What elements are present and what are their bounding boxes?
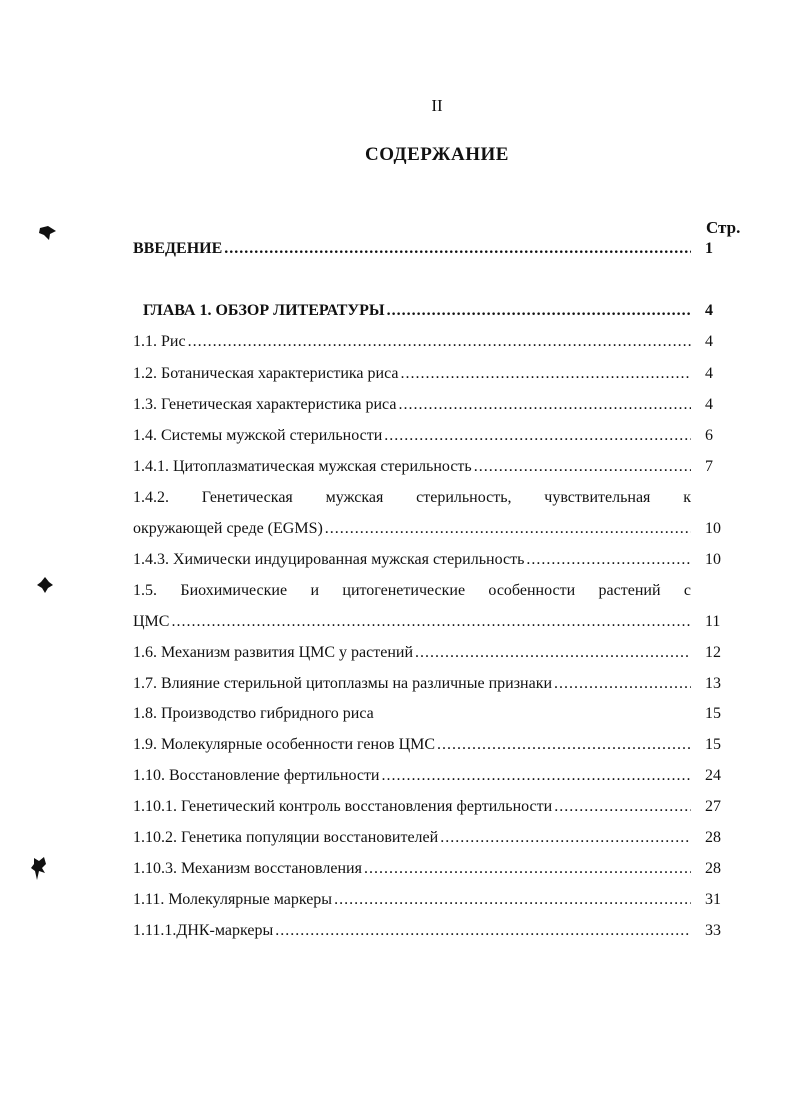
toc-entry-page: 4	[705, 333, 713, 350]
toc-entry-page: 12	[705, 644, 721, 661]
word: Биохимические	[180, 582, 288, 599]
toc-entry	[133, 331, 693, 353]
toc-entry-introduction	[133, 238, 693, 260]
toc-entry-page: 4	[705, 396, 713, 413]
toc-entry	[133, 703, 693, 725]
dot-leader	[437, 734, 691, 756]
word: растений	[598, 582, 661, 599]
toc-entry-label: 1.7. Влияние стерильной цитоплазмы на различные признаки	[133, 675, 553, 692]
scan-mark-icon	[30, 856, 48, 882]
word: особенности	[488, 582, 576, 599]
toc-entry-label: 1.3. Генетическая характеристика риса	[133, 396, 397, 413]
toc-entry-page: 15	[705, 705, 721, 722]
toc-entry	[133, 425, 693, 447]
dot-leader	[474, 456, 691, 478]
toc-entry-label: 1.1. Рис	[133, 333, 186, 350]
dot-leader	[554, 796, 691, 818]
toc-entry-wrapped-line	[133, 580, 691, 602]
page-title: СОДЕРЖАНИЕ	[365, 144, 509, 165]
toc-entry-page: 27	[705, 798, 721, 815]
word: к	[683, 489, 691, 506]
dot-leader	[325, 518, 691, 540]
word: Генетическая	[201, 489, 293, 506]
toc-entry-page: 15	[705, 736, 721, 753]
toc-entry-label: 1.11. Молекулярные маркеры	[133, 891, 333, 908]
dot-leader	[171, 611, 691, 633]
toc-entry-label: 1.8. Производство гибридного риса	[133, 705, 374, 722]
toc-entry	[133, 765, 693, 787]
toc-entry-page: 10	[705, 520, 721, 537]
toc-entry-page: 13	[705, 675, 721, 692]
toc-entry	[133, 734, 693, 756]
toc-entry	[133, 827, 693, 849]
toc-entry-page: 31	[705, 891, 721, 908]
toc-entry	[133, 611, 693, 633]
dot-leader	[401, 363, 692, 385]
toc-entry-label: 1.9. Молекулярные особенности генов ЦМС	[133, 736, 436, 753]
toc-entry-page: 10	[705, 551, 721, 568]
word: мужская	[325, 489, 384, 506]
toc-entry-label: 1.2. Ботаническая характеристика риса	[133, 365, 399, 382]
dot-leader	[275, 920, 691, 942]
toc-entry-page: 33	[705, 922, 721, 939]
dot-leader	[224, 238, 691, 260]
toc-entry-page: 24	[705, 767, 721, 784]
toc-entry	[133, 673, 693, 695]
dot-leader	[526, 549, 691, 571]
toc-entry	[133, 394, 693, 416]
page-column-label: Стр.	[706, 218, 741, 237]
dot-leader	[188, 331, 691, 353]
toc-entry-page: 4	[705, 365, 713, 382]
toc-entry-label: ВВЕДЕНИЕ	[133, 240, 223, 257]
toc-entry	[133, 456, 693, 478]
dot-leader	[382, 765, 692, 787]
toc-entry-page: 4	[705, 302, 713, 319]
page-number: II	[431, 96, 443, 115]
scan-mark-icon	[36, 576, 54, 594]
toc-entry-page: 1	[705, 240, 713, 257]
toc-entry-label: 1.4.1. Цитоплазматическая мужская стерильность	[133, 458, 472, 475]
word: чувствительная	[544, 489, 651, 506]
word: 1.4.2.	[133, 489, 169, 506]
toc-entry-page: 11	[705, 613, 721, 630]
toc-entry-page: 6	[705, 427, 713, 444]
toc-entry	[133, 889, 693, 911]
toc-entry	[133, 642, 693, 664]
toc-entry-page: 28	[705, 860, 721, 877]
scan-mark-icon	[38, 224, 58, 242]
toc-entry-label: 1.10. Восстановление фертильности	[133, 767, 380, 784]
toc-entry-label: 1.6. Механизм развития ЦМС у растений	[133, 644, 414, 661]
word: и	[310, 582, 319, 599]
dot-leader	[364, 858, 691, 880]
toc-entry	[133, 920, 693, 942]
dot-leader	[440, 827, 691, 849]
word: стерильность,	[416, 489, 512, 506]
toc-entry-label: 1.4. Системы мужской стерильности	[133, 427, 383, 444]
toc-entry-label: 1.4.3. Химически индуцированная мужская стерильность	[133, 551, 525, 568]
toc-entry-label: ГЛАВА 1. ОБЗОР ЛИТЕРАТУРЫ	[143, 302, 385, 319]
toc-entry-chapter-1	[143, 300, 693, 322]
word: 1.5.	[133, 582, 157, 599]
word: цитогенетические	[342, 582, 466, 599]
dot-leader	[384, 425, 691, 447]
toc-entry-label: ЦМС	[133, 613, 170, 630]
dot-leader	[387, 300, 691, 322]
toc-entry-page: 7	[705, 458, 713, 475]
toc-entry-label: 1.10.1. Генетический контроль восстановления фертильности	[133, 798, 553, 815]
toc-entry	[133, 549, 693, 571]
toc-entry	[133, 796, 693, 818]
dot-leader	[398, 394, 691, 416]
toc-entry-label: 1.11.1.ДНК-маркеры	[133, 922, 274, 939]
dot-leader	[334, 889, 691, 911]
toc-entry-label: окружающей среде (EGMS)	[133, 520, 323, 537]
toc-entry	[133, 858, 693, 880]
word: с	[683, 582, 691, 599]
dot-leader	[554, 673, 691, 695]
toc-entry-wrapped-line	[133, 487, 691, 509]
dot-leader	[415, 642, 691, 664]
toc-entry	[133, 518, 693, 540]
toc-entry	[133, 363, 693, 385]
toc-entry-label: 1.10.3. Механизм восстановления	[133, 860, 362, 877]
toc-entry-page: 28	[705, 829, 721, 846]
toc-entry-label: 1.10.2. Генетика популяции восстановителей	[133, 829, 439, 846]
